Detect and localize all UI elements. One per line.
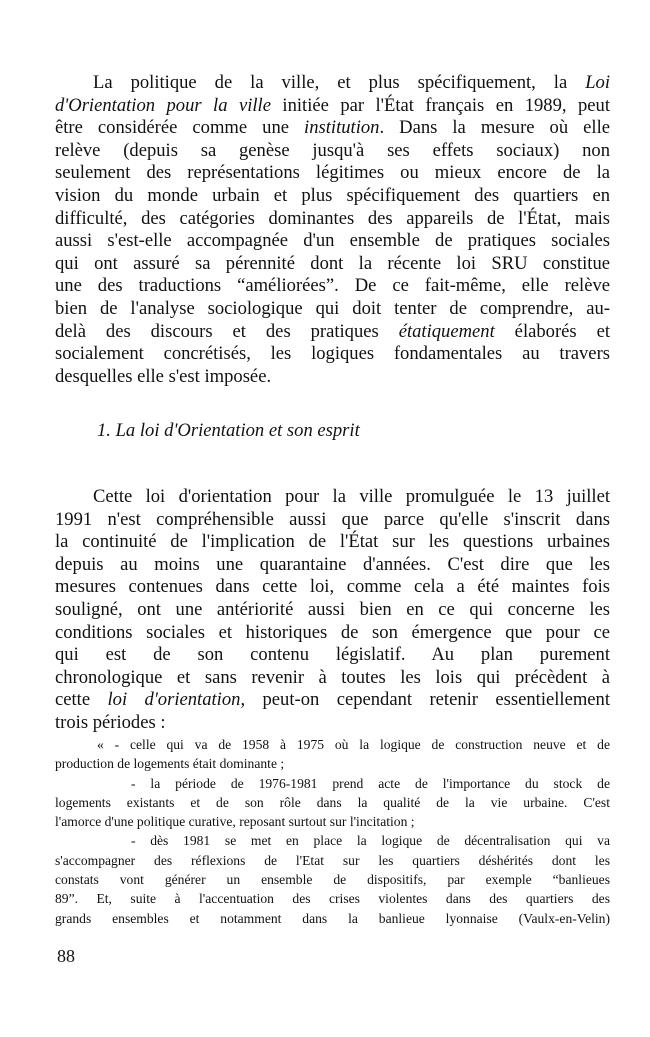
text-segment: delà des discours et des pratiques <box>55 320 399 342</box>
text-line <box>55 298 610 321</box>
text-line <box>55 185 610 208</box>
text-segment: seulement des représentations légitimes ou mieux encore de la <box>55 162 610 184</box>
text-segment: production de logements était dominante ; <box>55 756 285 772</box>
page-number: 88 <box>57 946 75 966</box>
text-segment: chronologique et sans revenir à toutes les lois qui précèdent à <box>55 666 610 688</box>
text-segment: élaborés et <box>494 320 610 342</box>
text-line <box>55 343 610 366</box>
text-segment: 1991 n'est compréhensible aussi que parce qu'elle s'inscrit dans <box>55 508 610 530</box>
text-line <box>55 831 610 850</box>
italic-text: étatiquement <box>398 320 495 342</box>
text-line <box>55 812 610 831</box>
text-line <box>55 889 610 908</box>
text-segment: - dès 1981 se met en place la logique de décentralisation qui va <box>131 833 610 849</box>
paragraph-loi-orientation <box>55 486 610 735</box>
text-line <box>55 531 610 554</box>
text-line <box>55 140 610 163</box>
text-line <box>55 486 610 509</box>
italic-text: d'Orientation pour la ville <box>55 94 271 116</box>
text-segment: Cette loi d'orientation pour la ville promulguée le 13 juillet <box>93 486 610 507</box>
text-line <box>55 667 610 690</box>
text-segment: initiée par l'État français en 1989, peut <box>270 94 610 116</box>
text-segment: socialement concrétisés, les logiques fondamentales au travers <box>55 343 610 365</box>
text-segment: desquelles elle s'est imposée. <box>55 365 272 387</box>
text-line <box>55 95 610 118</box>
text-line <box>55 253 610 276</box>
text-segment: , peut-on cependant retenir essentiellement <box>240 689 610 711</box>
text-segment: aussi s'est-elle accompagnée d'un ensemble de pratiques sociales <box>55 230 610 252</box>
text-line <box>55 230 610 253</box>
text-segment: trois périodes : <box>55 711 166 733</box>
text-segment: difficulté, des catégories dominantes des appareils de l'État, mais <box>55 207 610 229</box>
block-quote-periods <box>55 735 610 928</box>
text-segment: l'amorce d'une politique curative, reposant surtout sur l'incitation ; <box>55 814 415 830</box>
text-segment: être considérée comme une <box>55 117 305 139</box>
text-line <box>55 321 610 344</box>
text-line <box>55 117 610 140</box>
italic-text: Loi <box>585 72 610 93</box>
text-segment: bien de l'analyse sociologique qui doit tenter de comprendre, au- <box>55 297 610 319</box>
text-line <box>55 275 610 298</box>
text-line <box>55 72 610 95</box>
text-segment: conditions sociales et historiques de son émergence que pour ce <box>55 621 610 643</box>
text-segment: mesures contenues dans cette loi, comme cela a été maintes fois <box>55 576 610 598</box>
text-segment: constats vont générer un ensemble de dispositifs, par exemple “banlieues <box>55 872 610 888</box>
text-segment: . Dans la mesure où elle <box>379 117 610 139</box>
text-line <box>55 208 610 231</box>
italic-text: loi d'orientation <box>107 689 241 711</box>
text-segment: la continuité de l'implication de l'État sur les questions urbaines <box>55 531 610 553</box>
text-segment: une des traductions “améliorées”. De ce fait-même, elle relève <box>55 275 610 297</box>
text-segment: 89”. Et, suite à l'accentuation des crises violentes dans des quartiers des <box>55 891 610 907</box>
text-line <box>55 509 610 532</box>
text-line <box>55 735 610 754</box>
text-line <box>55 622 610 645</box>
text-line <box>55 774 610 793</box>
text-segment: - la période de 1976-1981 prend acte de l'importance du stock de <box>131 775 610 791</box>
text-line <box>55 793 610 812</box>
text-segment: La politique de la ville, et plus spécifiquement, la <box>93 72 586 93</box>
text-segment: s'accompagner des réflexions de l'Etat sur les quartiers déshérités dont les <box>55 852 610 868</box>
text-line <box>55 689 610 712</box>
text-line <box>55 754 610 773</box>
text-segment: depuis au moins une quarantaine d'années. C'est dire que les <box>55 553 610 575</box>
section-heading: 1. La loi d'Orientation et son esprit <box>97 420 360 441</box>
paragraph-intro <box>55 72 610 388</box>
text-line <box>55 909 610 928</box>
text-line <box>55 576 610 599</box>
text-line <box>55 851 610 870</box>
text-segment: qui est de son contenu législatif. Au plan purement <box>55 644 610 666</box>
text-segment: grands ensembles et notamment dans la banlieue lyonnaise (Vaulx-en-Velin) <box>55 910 610 926</box>
text-line <box>55 870 610 889</box>
italic-text: institution <box>304 117 380 139</box>
text-segment: logements existants et de son rôle dans la qualité de la vie urbaine. C'est <box>55 794 610 810</box>
text-segment: vision du monde urbain et plus spécifiquement des quartiers en <box>55 184 610 206</box>
text-line <box>55 554 610 577</box>
text-segment: cette <box>55 689 108 711</box>
text-line <box>55 599 610 622</box>
text-line <box>55 712 610 735</box>
text-line <box>55 162 610 185</box>
text-segment: « - celle qui va de 1958 à 1975 où la logique de construction neuve et de <box>97 737 610 752</box>
text-segment: souligné, ont une antériorité aussi bien en ce qui concerne les <box>55 598 610 620</box>
text-segment: qui ont assuré sa pérennité dont la récente loi SRU constitue <box>55 252 610 274</box>
text-line <box>55 644 610 667</box>
text-segment: relève (depuis sa genèse jusqu'à ses effets sociaux) non <box>55 139 610 161</box>
text-line <box>55 366 610 389</box>
